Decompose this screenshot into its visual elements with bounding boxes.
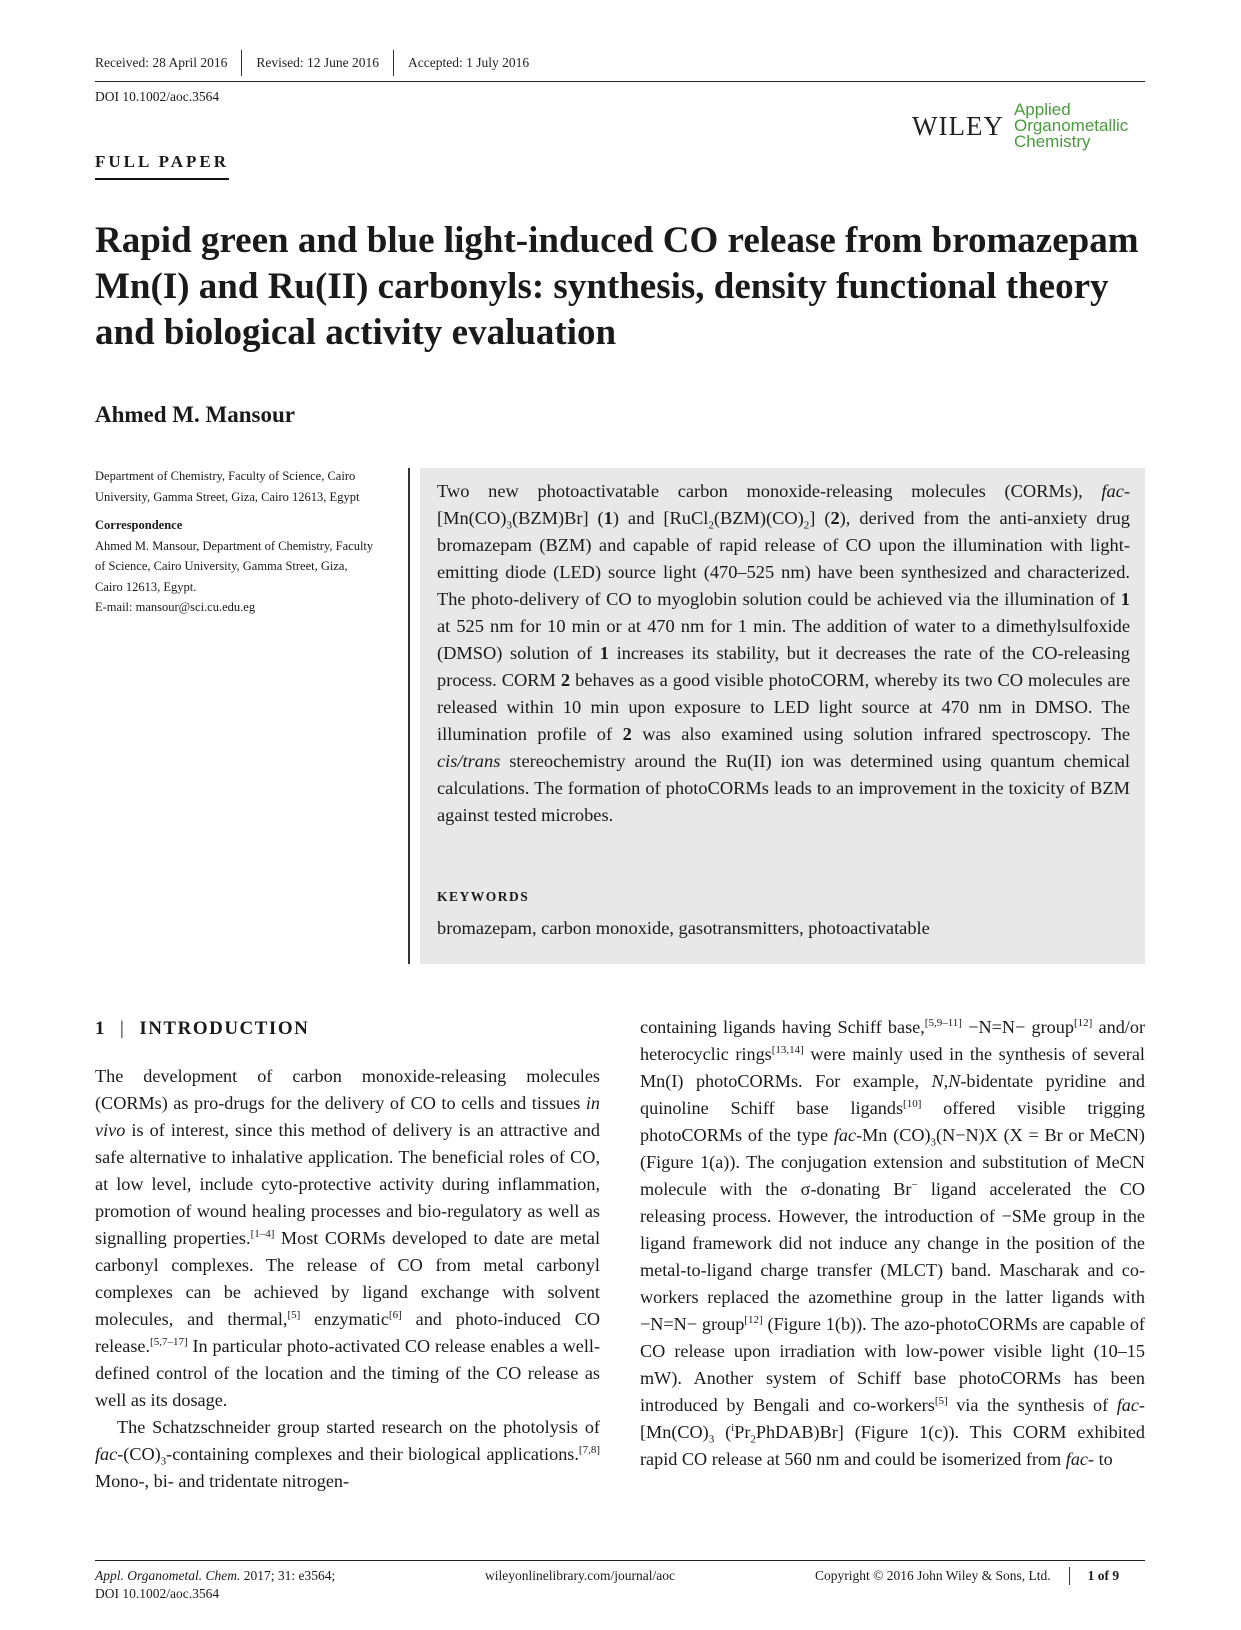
intro-left-column (95, 1063, 600, 1495)
correspondence-email[interactable]: E-mail: mansour@sci.cu.edu.eg (95, 600, 256, 614)
affiliation-dept: Department of Chemistry, Faculty of Science, Cairo University, Gamma Street, Giza, Cairo 12613, Egypt (95, 469, 360, 504)
journal-logo (912, 102, 1128, 150)
section-heading-introduction (95, 1018, 309, 1040)
article-title: Rapid green and blue light-induced CO release from bromazepam Mn(I) and Ru(II) carbonyls: synthesis, density functional theory and biological activity evaluation (95, 220, 1139, 353)
section-divider: | (120, 1018, 126, 1039)
section-number: 1 (95, 1018, 106, 1039)
footer-volume: 2017; 31: e3564; (240, 1568, 336, 1583)
header-rule (95, 81, 1145, 82)
header-doi: DOI 10.1002/aoc.3564 (95, 89, 220, 104)
journal-name-line2: Organometallic (1013, 116, 1129, 135)
correspondence-heading: Correspondence (95, 518, 183, 532)
author-name: Ahmed M. Mansour (95, 402, 295, 427)
footer-right (815, 1567, 1119, 1585)
abstract-divider (408, 468, 410, 964)
footer-journal-url[interactable]: wileyonlinelibrary.com/journal/aoc (485, 1568, 675, 1583)
journal-name (1014, 102, 1128, 150)
intro-paragraph-1: The development of carbon monoxide-releasing molecules (CORMs) as pro-drugs for the delivery of CO to cells and tissues in vivo is of interest, since this method of delivery is an attractive and safe alternative to inhalative application. The beneficial roles of CO, at low level, include cyto-protective activity during inflammation, promotion of wound healing processes and bio-regulatory as well as signalling properties.[1–4] Most CORMs developed to date are metal carbonyl complexes. The release of CO from metal carbonyl complexes can be achieved by ligand exchange with solvent molecules, and thermal,[5] enzymatic[6] and photo-induced CO release.[5,7–17] In particular photo-activated CO release enables a well-defined control of the location and the timing of the CO release as well as its dosage. (95, 1066, 601, 1410)
publisher-name: WILEY (912, 110, 1004, 141)
footer-journal: Appl. Organometal. Chem. (95, 1568, 241, 1583)
intro-paragraph-2: The Schatzschneider group started research on the photolysis of fac-$(CO)_3$-containing complexes and their biological applications.[7,8] Mono-, bi- and tridentate nitrogen- (95, 1417, 600, 1491)
page-number: 1 of 9 (1069, 1567, 1120, 1585)
footer-copyright: Copyright © 2016 John Wiley & Sons, Ltd. (815, 1568, 1051, 1583)
received-date: Received: 28 April 2016 (95, 55, 228, 70)
intro-right-column (640, 1014, 1145, 1473)
affiliation-block (95, 466, 375, 618)
accepted-date: Accepted: 1 July 2016 (393, 50, 543, 76)
journal-name-line1: Applied (1013, 100, 1071, 119)
journal-name-line3: Chemistry (1013, 132, 1091, 151)
footer-doi: DOI 10.1002/aoc.3564 (95, 1586, 220, 1601)
keywords-list: bromazepam, carbon monoxide, gasotransmitters, photoactivatable (437, 918, 930, 938)
footer-citation (95, 1567, 335, 1603)
footer-rule (95, 1560, 1145, 1561)
keywords-heading: KEYWORDS (437, 889, 530, 904)
revised-date: Revised: 12 June 2016 (241, 50, 393, 76)
correspondence-text: Ahmed M. Mansour, Department of Chemistry, Faculty of Science, Cairo University, Gamma Street, Giza, Cairo 12613, Egypt. (95, 538, 374, 594)
article-dates (95, 50, 543, 76)
abstract-text: Two new photoactivatable carbon monoxide-releasing molecules (CORMs), fac-$[Mn(CO)_3(BZM)Br]$ (1) and $[RuCl_2(BZM)(CO)_2]$ (2), derived from the anti-anxiety drug bromazepam (BZM) and capable of rapid release of CO upon the illumination with light-emitting diode (LED) source light (470–525 nm) have been synthesized and characterized. The photo-delivery of CO to myoglobin solution could be achieved via the illumination of 1 at 525 nm for 10 min or at 470 nm for 1 min. The addition of water to a dimethylsulfoxide (DMSO) solution of 1 increases its stability, but it decreases the rate of the CO-releasing process. CORM 2 behaves as a good visible photoCORM, whereby its two CO molecules are released within 10 min upon exposure to LED light source at 470 nm in DMSO. The illumination profile of 2 was also examined using solution infrared spectroscopy. The cis/trans stereochemistry around the Ru(II) ion was determined using quantum chemical calculations. The formation of photoCORMs leads to an improvement in the toxicity of BZM against tested microbes. (437, 481, 1130, 825)
intro-paragraph-2-cont: containing ligands having Schiff base,[5,9–11] −N=N− group[12] and/or heterocyclic rings[13,14] were mainly used in the synthesis of several Mn(I) photoCORMs. For example, N,N-bidentate pyridine and quinoline Schiff base ligands[10] offered visible trigging photoCORMs of the type fac-Mn $(CO)_3(N-N)X$ (X = Br or MeCN) (Figure 1(a)). The conjugation extension and substitution of MeCN molecule with the σ-donating Br− ligand accelerated the CO releasing process. However, the introduction of −SMe group in the ligand framework did not induce any change in the position of the metal-to-ligand charge transfer (MLCT) band. Mascharak and co-workers replaced the azomethine group in the latter ligands with −N=N− group[12] (Figure 1(b)). The azo-photoCORMs are capable of CO release upon irradiation with low-power visible light (10–15 mW). Another system of Schiff base photoCORMs has been introduced by Bengali and co-workers[5] via the synthesis of fac-[$Mn(CO)_3$ $(^iPr_2PhDAB)Br$] (Figure 1(c)). This CORM exhibited rapid CO release at 560 nm and could be isomerized from fac- to (640, 1016, 1145, 1469)
section-title: INTRODUCTION (139, 1018, 310, 1039)
article-type: FULL PAPER (95, 152, 229, 180)
